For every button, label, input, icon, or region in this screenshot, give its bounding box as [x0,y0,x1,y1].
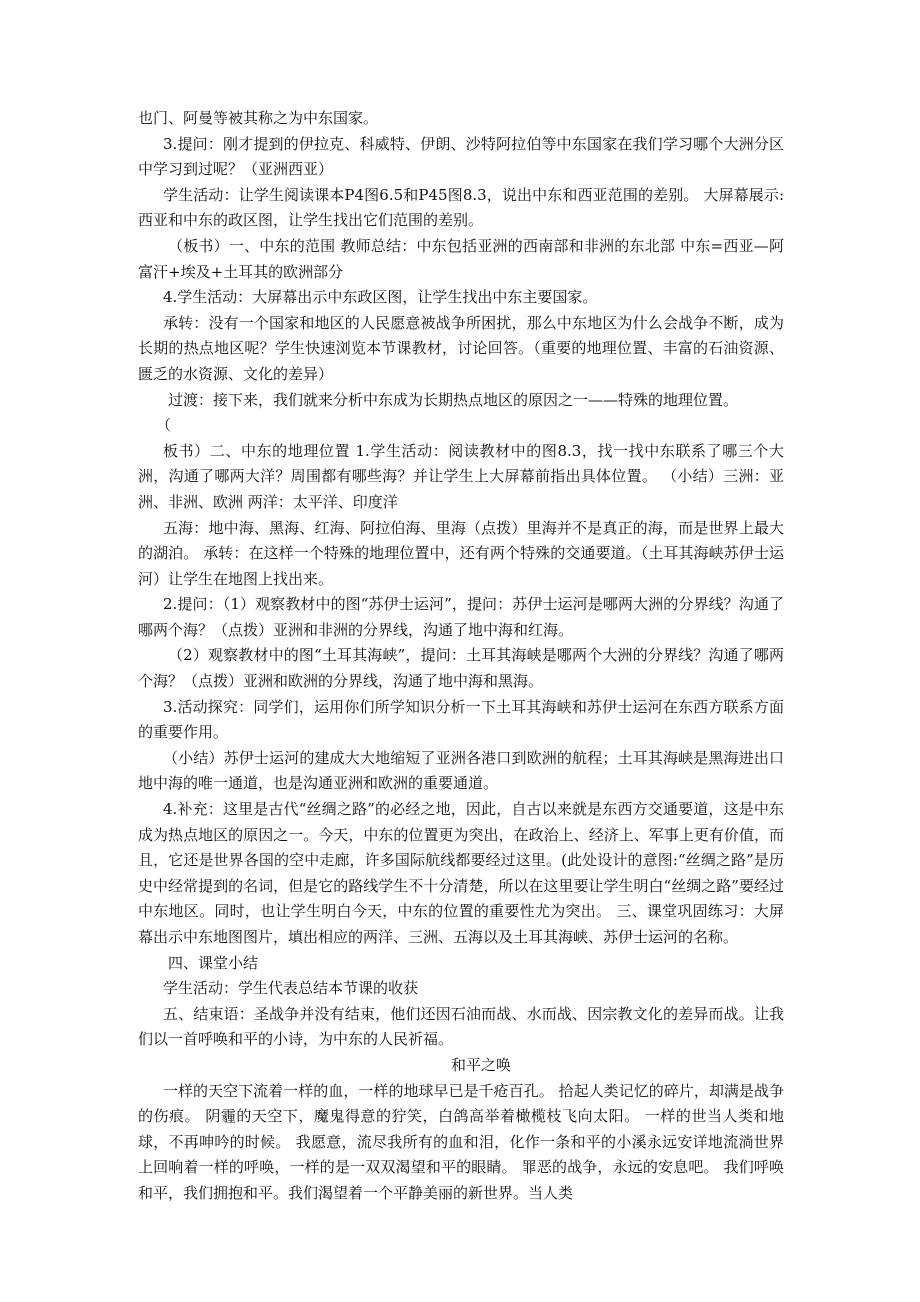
paragraph-activity-explore: 3.活动探究：同学们，运用你们所学知识分析一下土耳其海峡和苏伊士运河在东西方联系方面的重要作用。 [138,697,784,742]
paragraph-section-4: 四、课堂小结 [168,953,259,972]
paragraph-student-activity-1: 学生活动：让学生阅读课本P4图6.5和P45图8.3，说出中东和西亚范围的差别。 大屏幕展示:西亚和中东的政区图，让学生找出它们范围的差别。 [138,185,784,230]
paragraph-question-2b: （2）观察教材中的图“土耳其海峡”，提问：土耳其海峡是哪两个大洲的分界线？沟通了哪两个海？（点拨）亚洲和欧洲的分界线，沟通了地中海和黑海。 [138,646,784,691]
paragraph-transition-2: 过渡：接下来，我们就来分析中东成为长期热点地区的原因之一——特殊的地理位置。 [168,390,739,409]
paragraph-board-2: 板书）二、中东的地理位置 1.学生活动：阅读教材中的图8.3，找一找中东联系了哪三个大洲，沟通了哪两大洋？周围都有哪些海？并让学生上大屏幕前指出具体位置。 （小结）三洲：亚洲、非洲、欧洲 两洋：太平洋、印度洋 [138,441,784,511]
paragraph-student-activity-summary: 学生活动：学生代表总结本节课的收获 [163,979,419,998]
poem-body: 一样的天空下流着一样的血，一样的地球早已是千疮百孔。 拾起人类记忆的碎片，却满是战争的伤痕。 阴霾的天空下，魔鬼得意的狞笑，白鸽高举着橄榄枝飞向太阳。 一样的世当人类和地球，不再呻吟的时候。 我愿意，流尽我所有的血和泪，化作一条和平的小溪永远安详地流淌世界上回响着一样的呼唤，一样的是一双双渴望和平的眼睛。 罪恶的战争，永远的安息吧。 我们呼唤和平，我们拥抱和平。我们渴望着一个平静美丽的新世界。当人类 [138,1081,784,1202]
paragraph-question-3: 3.提问：刚才提到的伊拉克、科威特、伊朗、沙特阿拉伯等中东国家在我们学习哪个大洲分区中学习到过呢？（亚洲西亚） [138,134,784,179]
poem-title: 和平之唤 [450,1055,511,1074]
paragraph-intro-tail: 也门、阿曼等被其称之为中东国家。 [138,109,379,127]
paragraph-question-2: 2.提问：（1）观察教材中的图“苏伊士运河”，提问：苏伊士运河是哪两大洲的分界线？沟通了哪两个海？（点拨）亚洲和非洲的分界线，沟通了地中海和红海。 [138,595,784,639]
paragraph-student-activity-4: 4.学生活动：大屏幕出示中东政区图，让学生找出中东主要国家。 [163,288,598,307]
paragraph-paren: （ [156,416,172,435]
paragraph-summary: （小结）苏伊士运河的建成大大地缩短了亚洲各港口到欧洲的航程；土耳其海峡是黑海进出口地中海的唯一通道，也是沟通亚洲和欧洲的重要通道。 [138,748,784,793]
paragraph-five-seas: 五海：地中海、黑海、红海、阿拉伯海、里海（点拨）里海并不是真正的海，而是世界上最大的湖泊。 承转：在这样一个特殊的地理位置中，还有两个特殊的交通要道。（土耳其海峡苏伊士运河）让学生在地图上找出来。 [138,518,784,588]
paragraph-supplement: 4.补充：这里是古代“丝绸之路”的必经之地，因此，自古以来就是东西方交通要道，这是中东成为热点地区的原因之一。今天，中东的位置更为突出，在政治上、经济上、军事上更有价值，而且，它还是世界各国的空中走廊，许多国际航线都要经过这里。(此处设计的意图:“丝绸之路”是历史中经常提到的名词，但是它的路线学生不十分清楚，所以在这里要让学生明白“丝绸之路”要经过中东地区。同时，也让学生明白今天，中东的位置的重要性尤为突出。 三、课堂巩固练习：大屏幕出示中东地图图片，填出相应的两洋、三洲、五海以及土耳其海峡、苏伊士运河的名称。 [138,800,784,946]
paragraph-board-1: （板书）一、中东的范围 教师总结：中东包括亚洲的西南部和非洲的东北部 中东=西亚—阿富汗+埃及+土耳其的欧洲部分 [138,236,784,281]
paragraph-closing: 五、结束语：圣战争并没有结束，他们还因石油而战、水而战、因宗教文化的差异而战。让我们以一首呼唤和平的小诗，为中东的人民祈福。 [138,1004,784,1049]
paragraph-transition-1: 承转：没有一个国家和地区的人民愿意被战争所困扰，那么中东地区为什么会战争不断，成为长期的热点地区呢？学生快速浏览本节课教材，讨论回答。（重要的地理位置、丰富的石油资源、匮乏的水资源、文化的差异） [138,313,784,383]
